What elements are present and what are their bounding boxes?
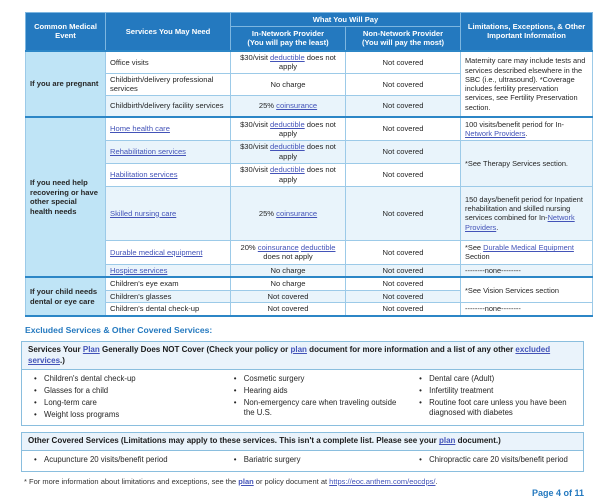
text-segment: No charge bbox=[270, 279, 306, 289]
text-segment: 20% bbox=[240, 242, 258, 252]
row-office-visits bbox=[26, 51, 593, 73]
inline-link[interactable]: Habilitation services bbox=[110, 170, 178, 180]
limitations-footnote bbox=[24, 477, 600, 486]
event-cell-recovery: If you need help recovering or have other special health needs bbox=[26, 117, 106, 277]
text-segment: Other Covered Services (Limitations may apply to these services. This isn't a complete list. Please see your bbox=[28, 436, 439, 446]
event-cell-child: If your child needs dental or eye care bbox=[26, 277, 106, 315]
header-non-network-subtitle: (You will pay the most) bbox=[361, 38, 445, 48]
row-childrens-eye-exam bbox=[26, 277, 593, 290]
inline-link[interactable]: excluded services bbox=[28, 344, 551, 365]
inline-link[interactable]: deductible bbox=[270, 165, 305, 175]
non-network-cell: Not covered bbox=[346, 140, 461, 163]
inline-link[interactable]: plan bbox=[238, 476, 254, 486]
inline-link[interactable]: Durable medical equipment bbox=[110, 247, 203, 257]
inline-link[interactable]: coinsurance bbox=[257, 242, 299, 252]
inline-link[interactable]: Network Providers bbox=[465, 213, 575, 232]
in-network-cell bbox=[231, 264, 346, 277]
non-network-cell: Not covered bbox=[346, 240, 461, 264]
other-covered-column-2 bbox=[232, 453, 417, 467]
header-in-network-provider bbox=[231, 27, 346, 51]
in-network-cell bbox=[231, 277, 346, 290]
excluded-item: • Dental care (Adult) bbox=[417, 374, 569, 384]
page-number-label: Page 4 of 11 bbox=[531, 487, 584, 498]
header-in-network-title: In-Network Provider bbox=[251, 29, 325, 38]
in-network-cell bbox=[231, 95, 346, 117]
non-network-cell: Not covered bbox=[346, 51, 461, 73]
text-segment: Not covered bbox=[267, 291, 309, 301]
text-segment: *See Therapy Services section. bbox=[465, 158, 568, 168]
service-cell bbox=[106, 95, 231, 117]
excluded-item: • Infertility treatment bbox=[417, 386, 569, 396]
row-hospice-services bbox=[26, 264, 593, 277]
text-segment: . bbox=[435, 476, 438, 486]
service-cell bbox=[106, 140, 231, 163]
text-segment: Children's dental check-up bbox=[110, 304, 200, 314]
text-segment: 25% bbox=[258, 208, 277, 218]
excluded-item: • Glasses for a child bbox=[32, 386, 224, 396]
in-network-cell bbox=[231, 140, 346, 163]
excluded-item: • Long-term care bbox=[32, 398, 224, 408]
in-network-cell bbox=[231, 163, 346, 186]
inline-link[interactable]: Network Providers bbox=[465, 129, 526, 139]
text-segment: 150 days/benefit period for Inpatient rehabilitation and skilled nursing services combined for In- bbox=[465, 194, 583, 223]
not-covered-column-2 bbox=[232, 372, 417, 421]
excluded-item: • Hearing aids bbox=[232, 386, 409, 396]
other-covered-box bbox=[21, 432, 584, 472]
not-covered-box-body bbox=[22, 370, 583, 425]
text-segment: No charge bbox=[270, 79, 306, 89]
text-segment: does not apply bbox=[278, 119, 336, 139]
text-segment: Generally Does NOT Cover (Check your policy or bbox=[99, 344, 291, 354]
header-services-you-may-need: Services You May Need bbox=[106, 13, 231, 51]
excluded-item: • Non-emergency care when traveling outside the U.S. bbox=[232, 398, 409, 417]
service-cell bbox=[106, 163, 231, 186]
row-skilled-nursing-care bbox=[26, 186, 593, 240]
inline-link[interactable]: Rehabilitation services bbox=[110, 147, 186, 157]
header-limitations-exceptions: Limitations, Exceptions, & Other Important Information bbox=[461, 13, 593, 51]
inline-link[interactable]: coinsurance bbox=[276, 101, 318, 111]
header-common-medical-event: Common Medical Event bbox=[26, 13, 106, 51]
text-segment: *See Vision Services section bbox=[465, 285, 559, 295]
other-covered-box-header bbox=[22, 433, 583, 451]
header-what-you-will-pay: What You Will Pay bbox=[231, 13, 461, 27]
row-childrens-dental-checkup bbox=[26, 303, 593, 316]
row-rehabilitation-services bbox=[26, 140, 593, 163]
inline-link[interactable]: deductible bbox=[270, 52, 305, 62]
text-segment: . bbox=[525, 129, 528, 139]
limitations-cell-durable-medical bbox=[461, 240, 593, 264]
non-network-cell: Not covered bbox=[346, 277, 461, 290]
text-segment: Office visits bbox=[110, 57, 149, 67]
service-cell bbox=[106, 303, 231, 316]
text-segment: .) bbox=[60, 355, 65, 365]
row-durable-medical-equipment bbox=[26, 240, 593, 264]
sbc-document-page bbox=[0, 12, 600, 498]
text-segment: Maternity care may include tests and services described elsewhere in the SBC (i.e., ultrasound). *Coverage includes fertility preservation services, see Fertility Preservation section. bbox=[465, 56, 586, 112]
in-network-cell bbox=[231, 51, 346, 73]
row-home-health-care bbox=[26, 117, 593, 140]
excluded-item: • Routine foot care unless you have been diagnosed with diabetes bbox=[417, 398, 569, 417]
non-network-cell: Not covered bbox=[346, 290, 461, 302]
non-network-cell: Not covered bbox=[346, 186, 461, 240]
service-cell bbox=[106, 117, 231, 140]
inline-link[interactable]: Hospice services bbox=[110, 265, 168, 275]
in-network-cell bbox=[231, 240, 346, 264]
excluded-services-heading: Excluded Services & Other Covered Services: bbox=[25, 324, 213, 335]
limitations-cell-therapy bbox=[461, 140, 593, 186]
text-segment: --------none-------- bbox=[465, 266, 521, 276]
text-segment: does not apply bbox=[278, 165, 336, 184]
text-segment: Not covered bbox=[267, 304, 309, 314]
inline-link[interactable]: deductible bbox=[270, 119, 305, 129]
inline-link[interactable]: https://eoc.anthem.com/eocdps/ bbox=[329, 476, 436, 486]
text-segment: does not apply bbox=[278, 142, 336, 161]
inline-link[interactable]: plan bbox=[290, 344, 307, 354]
excluded-item: • Weight loss programs bbox=[32, 410, 224, 420]
inline-link[interactable]: deductible bbox=[270, 142, 305, 152]
non-network-cell: Not covered bbox=[346, 73, 461, 95]
other-covered-item: • Bariatric surgery bbox=[232, 455, 409, 465]
inline-link[interactable]: plan bbox=[438, 436, 456, 446]
other-covered-item: • Chiropractic care 20 visits/benefit period bbox=[417, 455, 569, 465]
non-network-cell: Not covered bbox=[346, 264, 461, 277]
text-segment: Childbirth/delivery professional services bbox=[110, 74, 214, 94]
text-segment: $30/visit bbox=[240, 165, 271, 175]
inline-link[interactable]: Home health care bbox=[110, 124, 170, 134]
not-covered-column-1 bbox=[32, 372, 232, 421]
service-cell bbox=[106, 277, 231, 290]
non-network-cell: Not covered bbox=[346, 303, 461, 316]
limitations-cell-maternity bbox=[461, 51, 593, 117]
excluded-item: • Children's dental check-up bbox=[32, 374, 224, 384]
service-cell bbox=[106, 186, 231, 240]
excluded-item: • Cosmetic surgery bbox=[232, 374, 409, 384]
non-network-cell: Not covered bbox=[346, 95, 461, 117]
text-segment: $30/visit bbox=[240, 119, 271, 129]
benefits-table bbox=[25, 12, 593, 317]
service-cell bbox=[106, 51, 231, 73]
text-segment: 25% bbox=[258, 101, 277, 111]
non-network-cell: Not covered bbox=[346, 117, 461, 140]
service-cell bbox=[106, 264, 231, 277]
inline-link[interactable]: coinsurance bbox=[276, 208, 318, 218]
text-segment: Children's glasses bbox=[110, 291, 172, 301]
text-segment: --------none-------- bbox=[465, 304, 521, 314]
other-covered-column-3 bbox=[417, 453, 577, 467]
text-segment: Section bbox=[465, 252, 490, 262]
in-network-cell bbox=[231, 117, 346, 140]
limitations-cell-vision bbox=[461, 277, 593, 302]
not-covered-box-header bbox=[22, 342, 583, 371]
inline-link[interactable]: Skilled nursing care bbox=[110, 208, 177, 218]
limitations-cell-home-health bbox=[461, 117, 593, 140]
text-segment: * For more information about limitations and exceptions, see the bbox=[24, 476, 239, 486]
inline-link[interactable]: Plan bbox=[82, 344, 100, 354]
service-cell bbox=[106, 73, 231, 95]
other-covered-column-1 bbox=[32, 453, 232, 467]
text-segment: *See bbox=[465, 243, 484, 253]
service-cell bbox=[106, 240, 231, 264]
header-non-network-provider bbox=[346, 27, 461, 51]
not-covered-column-3 bbox=[417, 372, 577, 421]
header-in-network-subtitle: (You will pay the least) bbox=[247, 38, 329, 48]
header-non-network-title: Non-Network Provider bbox=[362, 29, 444, 38]
text-segment: Services Your bbox=[28, 344, 83, 354]
text-segment: $30/visit bbox=[240, 142, 271, 152]
in-network-cell bbox=[231, 186, 346, 240]
text-segment: 100 visits/benefit period for In- bbox=[465, 119, 565, 129]
text-segment: does not apply bbox=[263, 252, 313, 262]
other-covered-box-body bbox=[22, 451, 583, 471]
event-cell-pregnant: If you are pregnant bbox=[26, 51, 106, 117]
text-segment: or policy document at bbox=[253, 476, 330, 486]
text-segment: No charge bbox=[270, 265, 306, 275]
limitations-cell-skilled-nursing bbox=[461, 186, 593, 240]
in-network-cell bbox=[231, 73, 346, 95]
inline-link[interactable]: deductible bbox=[300, 242, 336, 252]
table-header-row-1 bbox=[26, 13, 593, 27]
text-segment: does not apply bbox=[278, 52, 336, 72]
inline-link[interactable]: Durable Medical Equipment bbox=[483, 243, 574, 253]
non-network-cell: Not covered bbox=[346, 163, 461, 186]
in-network-cell bbox=[231, 290, 346, 302]
text-segment: $30/visit bbox=[240, 52, 271, 62]
limitations-cell-none bbox=[461, 264, 593, 277]
in-network-cell bbox=[231, 303, 346, 316]
service-cell bbox=[106, 290, 231, 302]
text-segment: . bbox=[496, 222, 499, 232]
text-segment: document.) bbox=[455, 436, 501, 446]
text-segment: document for more information and a list of any other bbox=[306, 344, 516, 354]
text-segment: Childbirth/delivery facility services bbox=[110, 101, 224, 111]
text-segment: Children's eye exam bbox=[110, 279, 179, 289]
limitations-cell-none bbox=[461, 303, 593, 316]
other-covered-item: • Acupuncture 20 visits/benefit period bbox=[32, 455, 224, 465]
not-covered-box bbox=[21, 341, 584, 427]
